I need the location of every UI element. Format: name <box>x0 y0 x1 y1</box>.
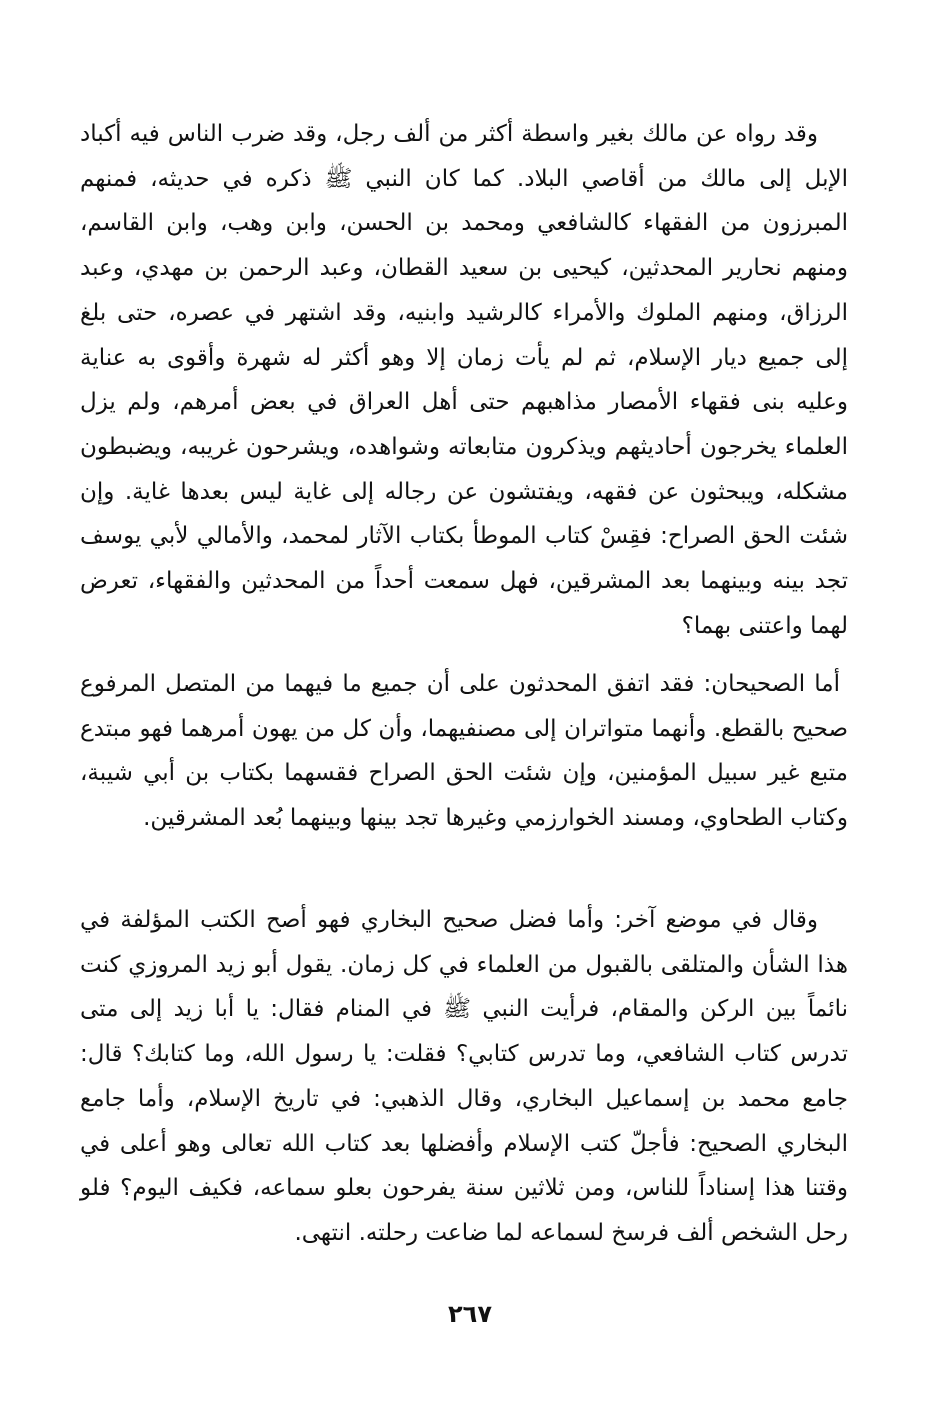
paragraph-text: وقد رواه عن مالك بغير واسطة أكثر من ألف رجل، وقد ضرب الناس فيه أكباد الإبل إلى مالك من أقاصي البلاد. كما كان النبي ﷺ ذكره في حديثه، فمنهم المبرزون من الفقهاء كالشافعي ومحمد بن الحسن، وابن وهب، وابن القاسم، ومنهم نحارير المحدثين، كيحيى بن سعيد القطان، وعبد الرحمن بن مهدي، وعبد الرزاق، ومنهم الملوك والأمراء كالرشيد وابنيه، وقد اشتهر في عصره، حتى بلغ إلى جميع ديار الإسلام، ثم لم يأت زمان إلا وهو أكثر له شهرة وأقوى به عناية وعليه بنى فقهاء الأمصار مذاهبهم حتى أهل العراق في بعض أمرهم، ولم يزل العلماء يخرجون أحاديثهم ويذكرون متابعاته وشواهده، ويشرحون غريبه، ويضبطون مشكله، ويبحثون عن فقهه، ويفتشون عن رجاله إلى غاية ليس بعدها غاية. وإن شئت الحق الصراح: فقِسْ كتاب الموطأ بكتاب الآثار لمحمد، والأمالي لأبي يوسف تجد بينه وبينهما بعد المشرقين، فهل سمعت أحداً من المحدثين والفقهاء، تعرض لهما واعتنى بهما؟ <box>80 121 848 639</box>
paragraph-sahihan <box>80 662 848 841</box>
paragraph-text: أما الصحيحان: فقد اتفق المحدثون على أن جميع ما فيهما من المتصل المرفوع صحيح بالقطع. وأنهما متواتران إلى مصنفيهما، وأن كل من يهون أمرهما فهو مبتدع متبع غير سبيل المؤمنين، وإن شئت الحق الصراح فقسهما بكتاب بن أبي شيبة، وكتاب الطحاوي، ومسند الخوارزمي وغيرها تجد بينها وبينهما بُعد المشرقين. <box>80 671 848 832</box>
paragraph-text: وقال في موضع آخر: وأما فضل صحيح البخاري فهو أصح الكتب المؤلفة في هذا الشأن والمتلقى بالقبول من العلماء في كل زمان. يقول أبو زيد المروزي كنت نائماً بين الركن والمقام، فرأيت النبي ﷺ في المنام فقال: يا أبا زيد إلى متى تدرس كتاب الشافعي، وما تدرس كتابي؟ فقلت: يا رسول الله، وما كتابك؟ قال: جامع محمد بن إسماعيل البخاري، وقال الذهبي: في تاريخ الإسلام، وأما جامع البخاري الصحيح: فأجلّ كتب الإسلام وأفضلها بعد كتاب الله تعالى وهو أعلى في وقتنا هذا إسناداً للناس، ومن ثلاثين سنة يفرحون بعلو سماعه، فكيف اليوم؟ فلو رحل الشخص ألف فرسخ لسماعه لما ضاعت رحلته. انتهى. <box>80 907 848 1246</box>
page-number: ٢٦٧ <box>448 1300 492 1328</box>
paragraph-muwatta <box>80 112 848 648</box>
paragraph-bukhari <box>80 898 848 1256</box>
